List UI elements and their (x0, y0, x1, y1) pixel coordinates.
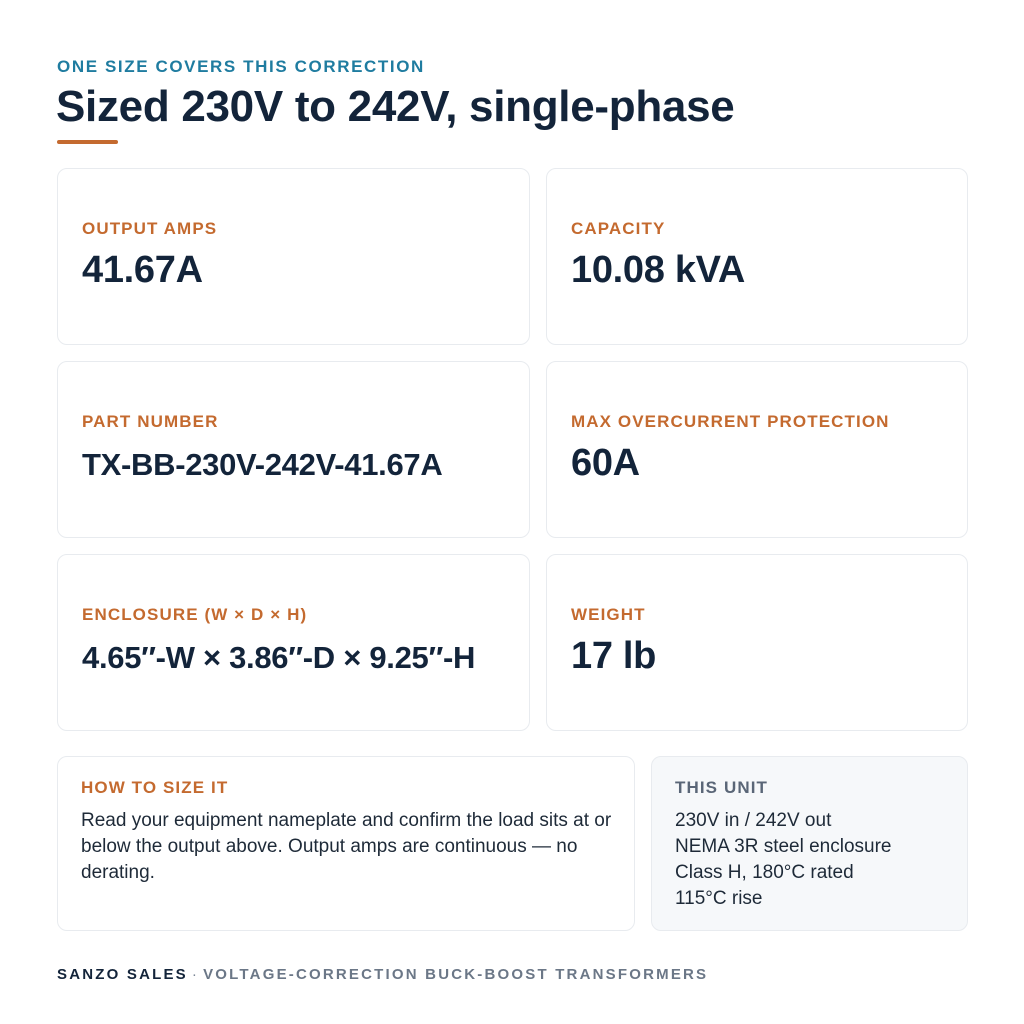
spec-value: 17 lb (571, 635, 657, 677)
footer-tagline: VOLTAGE-CORRECTION BUCK-BOOST TRANSFORMERS (203, 966, 709, 983)
spec-card-capacity (546, 168, 968, 345)
this-unit-item: 230V in / 242V out (675, 810, 832, 831)
this-unit-item: Class H, 180°C rated (675, 862, 854, 883)
spec-card-part-number (57, 361, 530, 538)
footer (57, 966, 708, 983)
sizing-note-label: HOW TO SIZE IT (81, 778, 229, 797)
spec-card-output-amps (57, 168, 530, 345)
section-eyebrow: ONE SIZE COVERS THIS CORRECTION (57, 57, 425, 76)
spec-value: 41.67A (82, 249, 203, 291)
footer-separator: · (191, 966, 200, 983)
this-unit-card (651, 756, 968, 931)
spec-value: TX-BB-230V-242V-41.67A (82, 447, 443, 482)
spec-card-max-overcurrent (546, 361, 968, 538)
this-unit-list (675, 808, 892, 912)
this-unit-item: 115°C rise (675, 888, 763, 909)
title-accent-rule (57, 140, 118, 144)
spec-card-enclosure (57, 554, 530, 731)
this-unit-label: THIS UNIT (675, 778, 769, 797)
spec-label: WEIGHT (571, 605, 646, 624)
spec-label: ENCLOSURE (W × D × H) (82, 605, 308, 624)
sizing-note-card (57, 756, 635, 931)
this-unit-item: NEMA 3R steel enclosure (675, 836, 892, 857)
sizing-note-text: Read your equipment nameplate and confirm the load sits at or below the output above. Output amps are continuous — no derating. (81, 810, 612, 883)
spec-card-weight (546, 554, 968, 731)
spec-value: 4.65″-W × 3.86″-D × 9.25″-H (82, 640, 476, 675)
footer-brand: SANZO SALES (57, 966, 188, 983)
spec-label: CAPACITY (571, 219, 666, 238)
spec-label: PART NUMBER (82, 412, 219, 431)
spec-label: MAX OVERCURRENT PROTECTION (571, 412, 890, 431)
spec-value: 60A (571, 442, 640, 484)
spec-value: 10.08 kVA (571, 249, 746, 291)
page-title: Sized 230V to 242V, single-phase (56, 82, 735, 131)
spec-label: OUTPUT AMPS (82, 219, 218, 238)
